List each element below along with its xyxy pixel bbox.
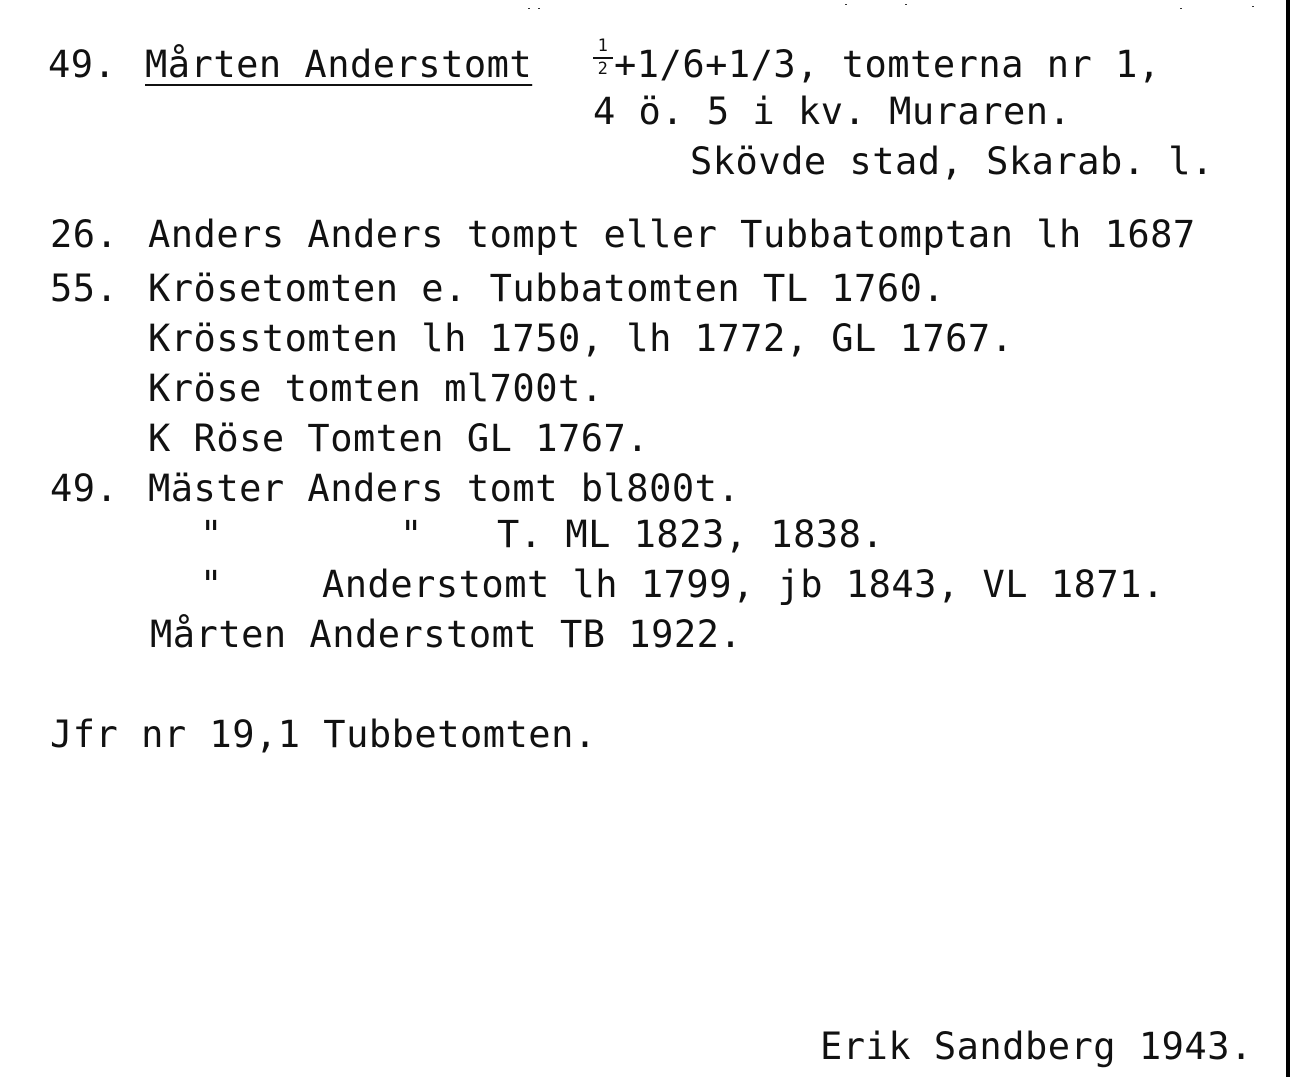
card-edge-border [1286, 0, 1290, 1077]
entry-text: K Röse Tomten GL 1767. [148, 417, 650, 460]
entry-number: 49. [50, 467, 119, 510]
header-location: Skövde stad, Skarab. l. [690, 140, 1214, 183]
entry-text: Mäster Anders tomt bl800t. [148, 467, 741, 510]
scan-speck [528, 8, 530, 9]
reference-note: Jfr nr 19,1 Tubbetomten. [50, 713, 597, 756]
ditto-mark: " [400, 513, 423, 556]
header-share: +1/6+1/3, tomterna nr 1, [614, 43, 1161, 86]
ditto-mark: " [200, 563, 223, 606]
scan-speck [845, 4, 847, 5]
header-number: 49. [48, 43, 117, 86]
fraction-denominator: 2 [597, 59, 609, 79]
entry-number: 26. [50, 213, 119, 256]
header-plots-line: 4 ö. 5 i kv. Muraren. [593, 90, 1072, 133]
entry-number: 55. [50, 267, 119, 310]
entry-text: Krösetomten e. Tubbatomten TL 1760. [148, 267, 946, 310]
ditto-mark: " [200, 513, 223, 556]
scan-speck [538, 8, 540, 9]
ditto-text: Anderstomt lh 1799, jb 1843, VL 1871. [322, 563, 1165, 606]
entry-text: Anders Anders tompt eller Tubbatomptan lh 1687 [148, 213, 1196, 256]
scan-speck [1180, 8, 1182, 9]
entry-text: Mårten Anderstomt TB 1922. [150, 613, 743, 656]
entry-text: Kröse tomten ml700t. [148, 367, 604, 410]
scan-speck [1252, 6, 1254, 7]
signature: Erik Sandberg 1943. [820, 1025, 1253, 1068]
header-name: Mårten Anderstomt [145, 43, 533, 86]
ditto-text: T. ML 1823, 1838. [497, 513, 885, 556]
scan-speck [905, 4, 907, 5]
entry-text: Krösstomten lh 1750, lh 1772, GL 1767. [148, 317, 1014, 360]
fraction-numerator: 1 [597, 36, 609, 56]
